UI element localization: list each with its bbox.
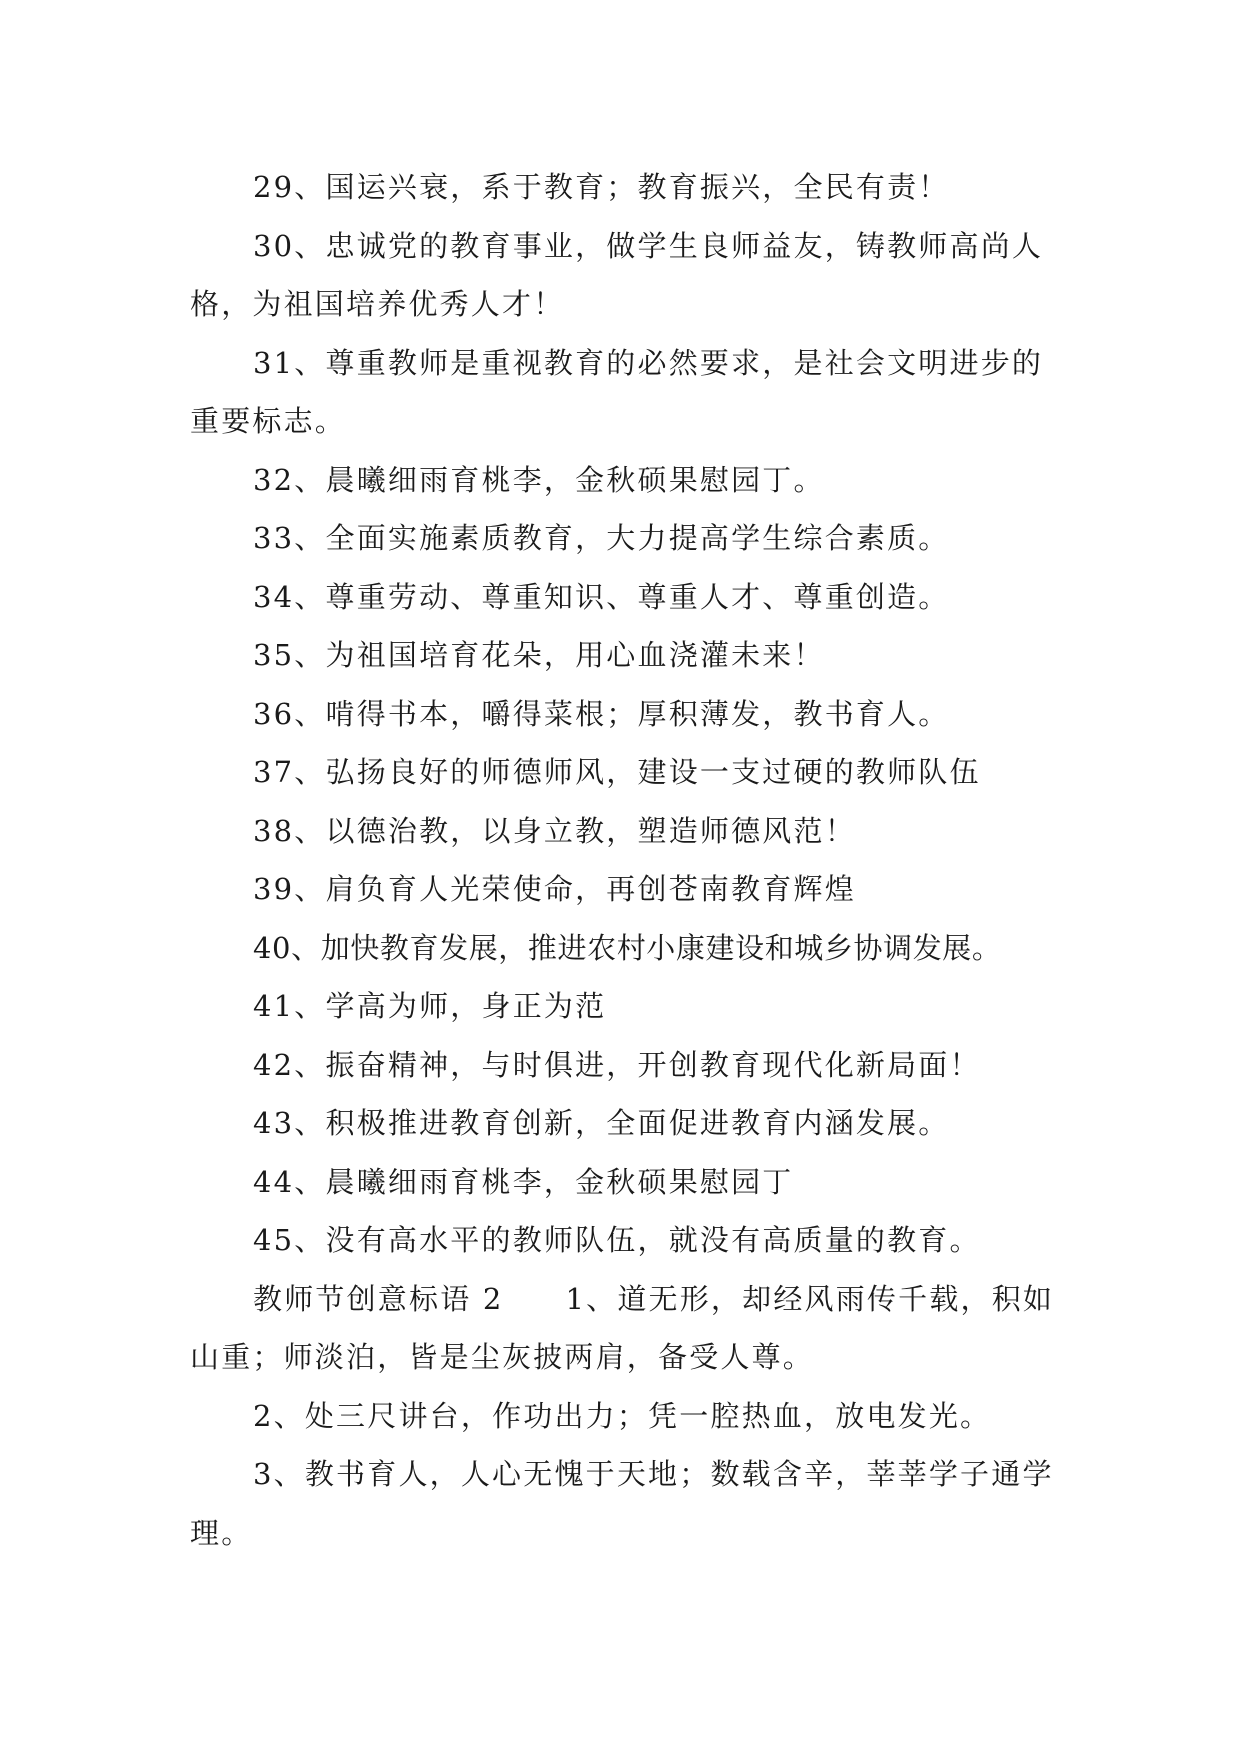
slogan-30: 30、忠诚党的教育事业，做学生良师益友，铸教师高尚人格，为祖国培养优秀人才！ xyxy=(190,228,1044,321)
slogan-39: 39、肩负育人光荣使命，再创苍南教育辉煌 xyxy=(253,872,856,906)
section-slogan-2: 2、处三尺讲台，作功出力；凭一腔热血，放电发光。 xyxy=(253,1398,992,1433)
document-body xyxy=(190,158,1056,1562)
slogan-32: 32、晨曦细雨育桃李，金秋硕果慰园丁。 xyxy=(253,462,825,497)
section-paragraph xyxy=(190,1270,1056,1387)
slogan-34: 34、尊重劳动、尊重知识、尊重人才、尊重创造。 xyxy=(253,579,950,614)
slogan-35: 35、为祖国培育花朵，用心血浇灌未来！ xyxy=(253,638,825,672)
section-heading: 教师节创意标语 2 xyxy=(253,1281,504,1316)
slogan-42: 42、振奋精神，与时俱进，开创教育现代化新局面！ xyxy=(253,1047,981,1082)
slogan-41: 41、学高为师，身正为范 xyxy=(253,989,607,1023)
section-slogan-1: 1、道无形，却经风雨传千载，积如山重；师淡泊，皆是尘灰披两肩，备受人尊。 xyxy=(190,1281,1055,1374)
slogan-36: 36、啃得书本，嚼得菜根；厚积薄发，教书育人。 xyxy=(253,696,950,731)
slogan-43: 43、积极推进教育创新，全面促进教育内涵发展。 xyxy=(253,1106,950,1140)
slogan-37: 37、弘扬良好的师德师风，建设一支过硬的教师队伍 xyxy=(253,755,981,789)
slogan-44: 44、晨曦细雨育桃李，金秋硕果慰园丁 xyxy=(253,1164,794,1199)
slogan-45: 45、没有高水平的教师队伍，就没有高质量的教育。 xyxy=(253,1223,981,1257)
slogan-38: 38、以德治教，以身立教，塑造师德风范！ xyxy=(253,813,856,848)
slogan-31: 31、尊重教师是重视教育的必然要求，是社会文明进步的重要标志。 xyxy=(190,345,1044,438)
slogan-29: 29、国运兴衰，系于教育；教育振兴，全民有责！ xyxy=(253,170,950,204)
section-slogan-3: 3、教书育人，人心无愧于天地；数载含辛，莘莘学子通学理。 xyxy=(190,1457,1054,1550)
slogan-40: 40、加快教育发展，推进农村小康建设和城乡协调发展。 xyxy=(253,930,1002,965)
slogan-33: 33、全面实施素质教育，大力提高学生综合素质。 xyxy=(253,521,950,555)
